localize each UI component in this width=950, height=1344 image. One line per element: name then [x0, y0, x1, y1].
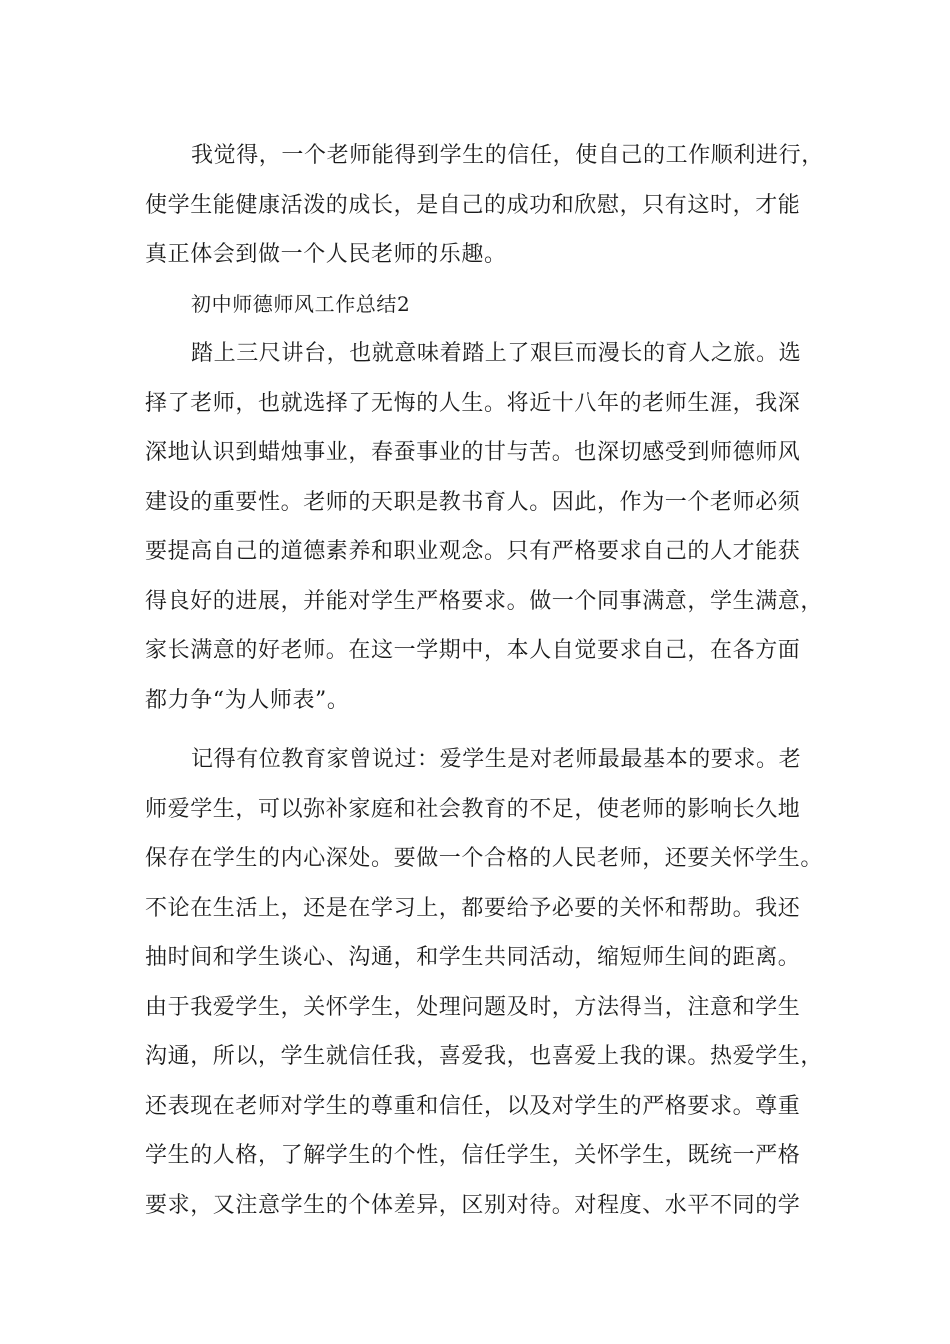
paragraph-line: 还表现在老师对学生的尊重和信任，以及对学生的严格要求。尊重 [145, 1093, 801, 1119]
section-heading: 初中师德师风工作总结2 [191, 291, 411, 316]
paragraph-spacer [145, 725, 821, 735]
paragraph-line: 我觉得，一个老师能得到学生的信任，使自己的工作顺利进行， [191, 143, 824, 168]
paragraph-line: 踏上三尺讲台，也就意味着踏上了艰巨而漫长的育人之旅。选 [191, 341, 802, 366]
paragraph-line: 建设的重要性。老师的天职是教书育人。因此，作为一个老师必须 [145, 489, 801, 515]
paragraph-line: 择了老师，也就选择了无悔的人生。将近十八年的老师生涯，我深 [145, 390, 801, 416]
paragraph-line: 师爱学生，可以弥补家庭和社会教育的不足，使老师的影响长久地 [145, 796, 801, 822]
paragraph-1 [145, 131, 824, 280]
paragraph-line: 要提高自己的道德素养和职业观念。只有严格要求自己的人才能获 [145, 539, 801, 564]
paragraph-line: 抽时间和学生谈心、沟通，和学生共同活动，缩短师生间的距离。 [145, 945, 801, 970]
paragraph-line: 家长满意的好老师。在这一学期中，本人自觉要求自己，在各方面 [145, 638, 801, 663]
paragraph-line: 记得有位教育家曾说过：爱学生是对老师最最基本的要求。老 [191, 747, 802, 772]
paragraph-line: 使学生能健康活泼的成长，是自己的成功和欣慰，只有这时，才能 [145, 192, 801, 218]
paragraph-2 [145, 329, 824, 725]
paragraph-3 [145, 735, 824, 1230]
paragraph-line: 由于我爱学生，关怀学生，处理问题及时，方法得当，注意和学生 [145, 994, 801, 1020]
paragraph-line: 真正体会到做一个人民老师的乐趣。 [145, 242, 507, 267]
paragraph-line: 保存在学生的内心深处。要做一个合格的人民老师，还要关怀学生。 [145, 846, 824, 871]
paragraph-line: 学生的人格，了解学生的个性，信任学生，关怀学生，既统一严格 [145, 1143, 801, 1168]
paragraph-line: 不论在生活上，还是在学习上，都要给予必要的关怀和帮助。我还 [145, 895, 801, 921]
paragraph-line: 要求，又注意学生的个体差异，区别对待。对程度、水平不同的学 [145, 1192, 801, 1218]
paragraph-line: 深地认识到蜡烛事业，春蚕事业的甘与苦。也深切感受到师德师风 [145, 440, 801, 465]
paragraph-line: 沟通，所以，学生就信任我，喜爱我，也喜爱上我的课。热爱学生， [145, 1044, 824, 1069]
document-body [145, 131, 824, 1230]
paragraph-line: 都力争“为人师表”。 [145, 687, 350, 713]
paragraph-line: 得良好的进展，并能对学生严格要求。做一个同事满意，学生满意， [145, 588, 824, 614]
